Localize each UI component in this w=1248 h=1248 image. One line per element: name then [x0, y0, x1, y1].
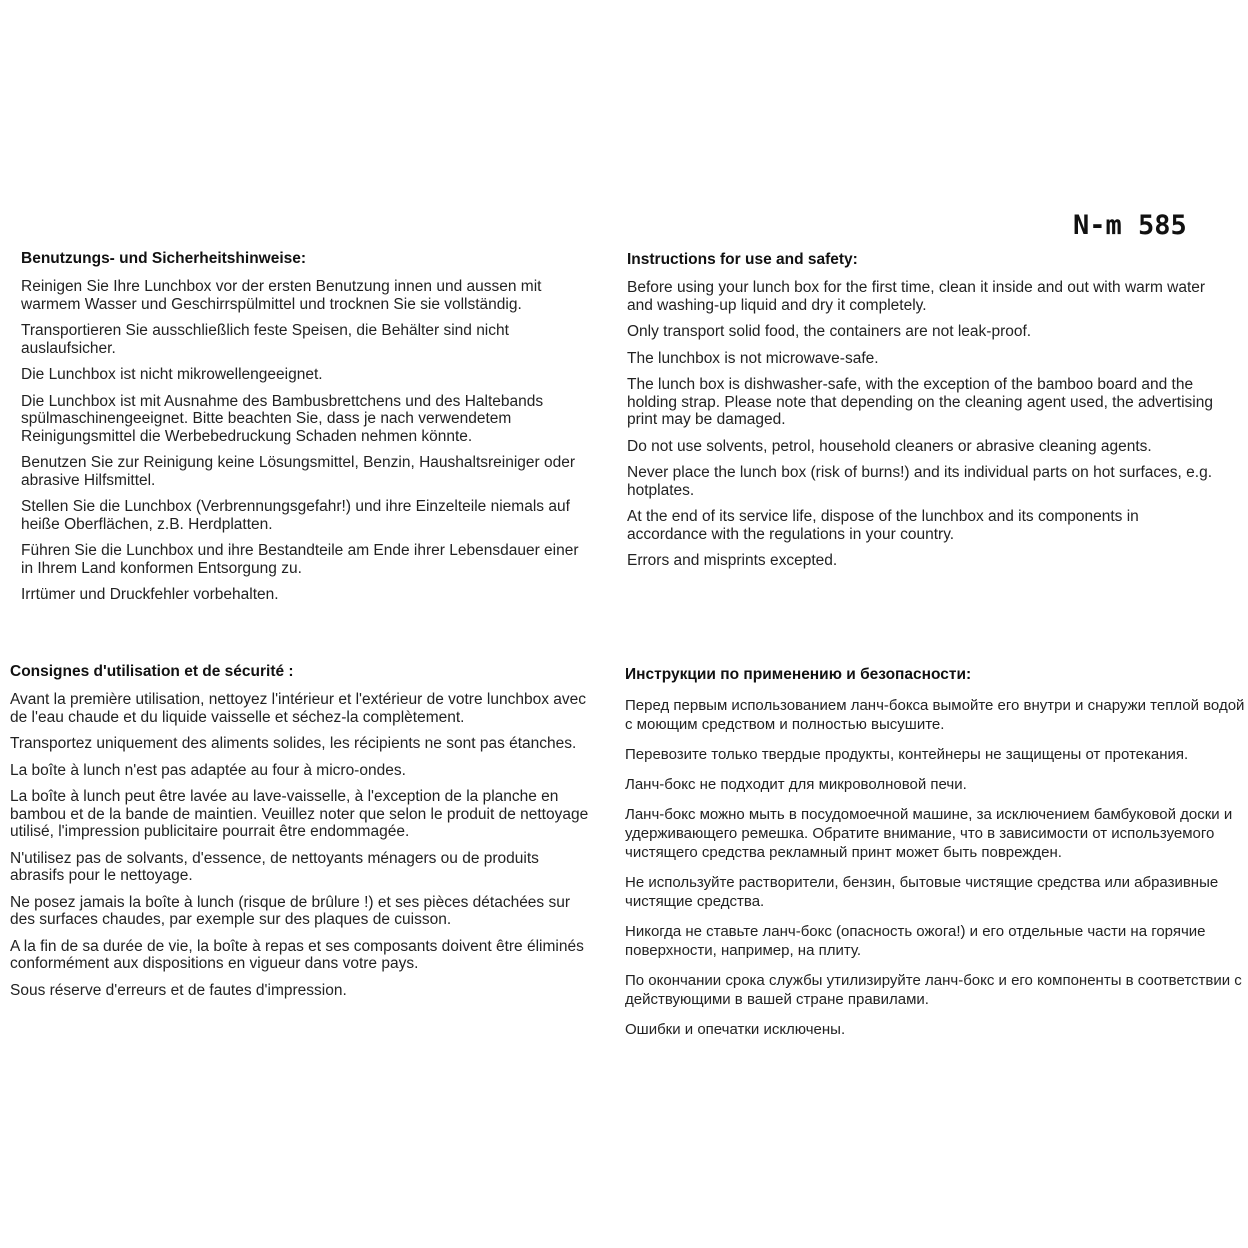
paragraph: La boîte à lunch peut être lavée au lave-vaisselle, à l'exception de la planche en bambou et de la bande de maintien. Veuillez noter que selon le produit de nettoyage utilisé, l'impression publicitaire pourrait être endommagée. [10, 788, 589, 840]
paragraph: Before using your lunch box for the first time, clean it inside and out with warm water and washing-up liquid and dry it completely. [627, 279, 1206, 314]
paragraph: Transportieren Sie ausschließlich feste Speisen, die Behälter sind nicht auslaufsicher. [21, 322, 509, 357]
paragraph: Errors and misprints excepted. [627, 552, 838, 569]
paragraph: Ne posez jamais la boîte à lunch (risque de brûlure !) et ses pièces détachées sur des surfaces chaudes, par exemple sur des plaques de cuisson. [10, 893, 571, 928]
paragraph: Stellen Sie die Lunchbox (Verbrennungsgefahr!) und ihre Einzelteile niemals auf heiße Oberflächen, z.B. Herdplatten. [21, 498, 570, 533]
paragraph: Transportez uniquement des aliments solides, les récipients ne sont pas étanches. [10, 735, 577, 752]
paragraph: The lunch box is dishwasher-safe, with the exception of the bamboo board and the holding strap. Please note that depending on the cleaning agent used, the advertising print may be damaged. [627, 376, 1213, 428]
paragraph: Ланч-бокс не подходит для микроволновой печи. [625, 776, 967, 793]
paragraph: Never place the lunch box (risk of burns!) and its individual parts on hot surfaces, e.g. hotplates. [627, 464, 1212, 499]
section-german [21, 250, 586, 613]
paragraph: Не используйте растворители, бензин, бытовые чистящие средства или абразивные чистящие средства. [625, 874, 1219, 910]
paragraph: At the end of its service life, dispose of the lunchbox and its components in accordance with the regulations in your country. [627, 508, 1139, 543]
paragraph: Irrtümer und Druckfehler vorbehalten. [21, 586, 279, 603]
paragraph: По окончании срока службы утилизируйте ланч-бокс и его компоненты в соответствии с действующими в вашей стране правилами. [625, 972, 1242, 1008]
section-french [10, 663, 590, 1008]
section-russian [625, 666, 1246, 1050]
section-heading: Instructions for use and safety: [627, 251, 858, 268]
paragraph: Benutzen Sie zur Reinigung keine Lösungsmittel, Benzin, Haushaltsreiniger oder abrasive Hilfsmittel. [21, 454, 576, 489]
paragraph: The lunchbox is not microwave-safe. [627, 349, 879, 367]
section-heading: Инструкции по применению и безопасности: [625, 666, 972, 683]
paragraph: N'utilisez pas de solvants, d'essence, de nettoyants ménagers ou de produits abrasifs pour le nettoyage. [10, 849, 539, 884]
paragraph: Ланч-бокс можно мыть в посудомоечной машине, за исключением бамбуковой доски и удерживающего ремешка. Обратите внимание, что в зависимости от используемого чистящего средства рекламный принт может быть поврежден. [625, 806, 1233, 861]
paragraph: Die Lunchbox ist nicht mikrowellengeeignet. [21, 366, 323, 383]
paragraph: Only transport solid food, the containers are not leak-proof. [627, 323, 1032, 340]
paragraph: Перевозите только твердые продукты, контейнеры не защищены от протекания. [625, 746, 1189, 763]
paragraph: Die Lunchbox ist mit Ausnahme des Bambusbrettchens und des Haltebands spülmaschinengeeignet. Bitte beachten Sie, dass je nach verwendetem Reinigungsmittel die Werbebedruckung Schaden nehmen könnte. [21, 392, 544, 445]
paragraph: Reinigen Sie Ihre Lunchbox vor der ersten Benutzung innen und aussen mit warmem Wasser und Geschirrspülmittel und trocknen Sie sie vollständig. [21, 278, 542, 313]
section-heading: Benutzungs- und Sicherheitshinweise: [21, 250, 307, 267]
section-english [627, 251, 1217, 579]
section-heading: Consignes d'utilisation et de sécurité : [10, 663, 294, 680]
paragraph: Avant la première utilisation, nettoyez l'intérieur et l'extérieur de votre lunchbox avec de l'eau chaude et du liquide vaisselle et séchez-la complètement. [10, 691, 586, 726]
paragraph: La boîte à lunch n'est pas adaptée au four à micro-ondes. [10, 761, 406, 779]
paragraph: Sous réserve d'erreurs et de fautes d'impression. [10, 981, 347, 999]
paragraph: Ошибки и опечатки исключены. [625, 1021, 846, 1038]
paragraph: Перед первым использованием ланч-бокса вымойте его внутри и снаружи теплой водой с моющим средством и полностью высушите. [625, 697, 1245, 733]
paragraph: Никогда не ставьте ланч-бокс (опасность ожога!) и его отдельные части на горячие поверхности, например, на плиту. [625, 923, 1206, 959]
product-code: N-m 585 [1073, 210, 1187, 241]
paragraph: Führen Sie die Lunchbox und ihre Bestandteile am Ende ihrer Lebensdauer einer in Ihrem Land konformen Entsorgung zu. [21, 542, 579, 577]
paragraph: Do not use solvents, petrol, household cleaners or abrasive cleaning agents. [627, 437, 1152, 455]
paragraph: A la fin de sa durée de vie, la boîte à repas et ses composants doivent être éliminés conformément aux dispositions en vigueur dans votre pays. [10, 937, 584, 972]
